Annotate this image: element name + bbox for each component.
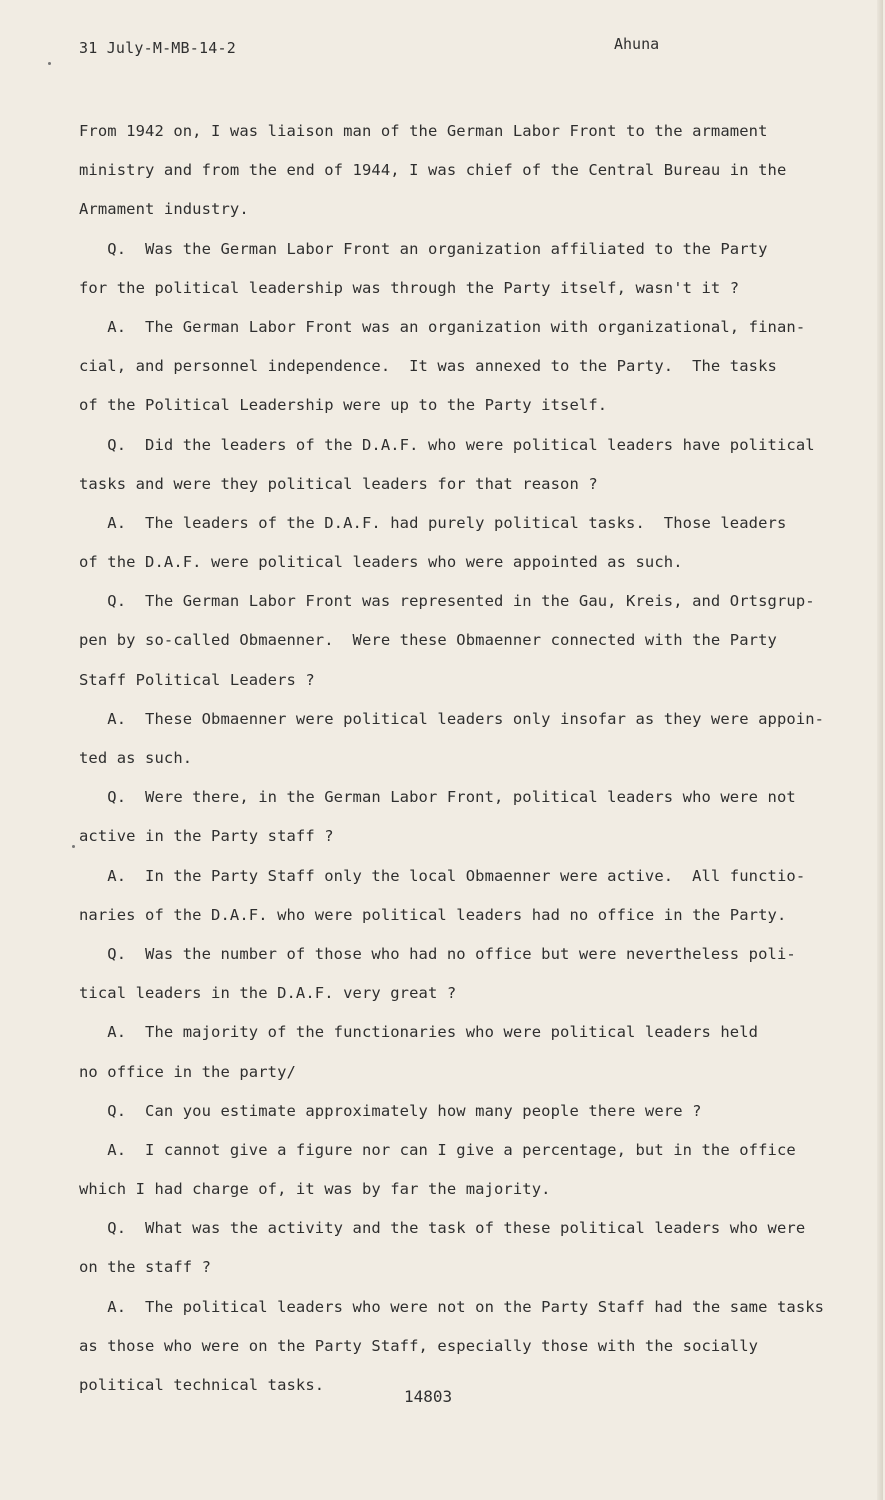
page-edge: [877, 0, 883, 1500]
speaker-name: Ahuna: [614, 35, 660, 53]
answer-line: A. I cannot give a figure nor can I give a percentage, but in the office: [79, 1140, 796, 1159]
text-line: tasks and were they political leaders for that reason ?: [79, 474, 598, 493]
text-line: active in the Party staff ?: [79, 827, 334, 846]
text-line: Armament industry.: [79, 200, 249, 219]
document-reference: 31 July-M-MB-14-2: [79, 39, 236, 57]
answer-line: A. The leaders of the D.A.F. had purely political tasks. Those leaders: [79, 513, 787, 532]
transcript-body: [79, 112, 839, 1405]
text-line: on the staff ?: [79, 1258, 212, 1277]
question-line: Q. Was the German Labor Front an organization affiliated to the Party: [79, 239, 768, 258]
question-line: Q. Did the leaders of the D.A.F. who were political leaders have political: [79, 435, 815, 454]
text-line: ministry and from the end of 1944, I was chief of the Central Bureau in the: [79, 161, 787, 180]
question-line: Q. Was the number of those who had no office but were nevertheless poli-: [79, 944, 796, 963]
text-line: of the D.A.F. were political leaders who were appointed as such.: [79, 553, 683, 572]
text-line: tical leaders in the D.A.F. very great ?: [79, 984, 457, 1003]
text-line: ted as such.: [79, 749, 193, 767]
answer-line: A. The German Labor Front was an organization with organizational, finan-: [79, 317, 806, 336]
answer-line: A. These Obmaenner were political leaders only insofar as they were appoin-: [79, 709, 825, 728]
text-line: for the political leadership was through the Party itself, wasn't it ?: [79, 278, 740, 297]
text-line: cial, and personnel independence. It was annexed to the Party. The tasks: [79, 357, 777, 376]
text-line: which I had charge of, it was by far the majority.: [79, 1180, 551, 1199]
page-number: 14803: [404, 1387, 453, 1406]
text-line: political technical tasks.: [79, 1376, 325, 1394]
text-line: no office in the party/: [79, 1062, 296, 1081]
question-line: Q. Were there, in the German Labor Front, political leaders who were not: [79, 788, 796, 807]
text-line: Staff Political Leaders ?: [79, 670, 315, 689]
question-line: Q. Can you estimate approximately how many people there were ?: [79, 1101, 702, 1120]
punch-hole-mark: [48, 62, 51, 65]
text-line: of the Political Leadership were up to the Party itself.: [79, 396, 608, 415]
text-line: naries of the D.A.F. who were political leaders had no office in the Party.: [79, 905, 787, 924]
answer-line: A. In the Party Staff only the local Obmaenner were active. All functio-: [79, 866, 806, 885]
text-line: From 1942 on, I was liaison man of the German Labor Front to the armament: [79, 122, 768, 140]
answer-line: A. The majority of the functionaries who were political leaders held: [79, 1023, 759, 1042]
text-line: pen by so-called Obmaenner. Were these Obmaenner connected with the Party: [79, 631, 777, 650]
text-line: as those who were on the Party Staff, especially those with the socially: [79, 1336, 759, 1355]
question-line: Q. What was the activity and the task of these political leaders who were: [79, 1219, 806, 1238]
punch-hole-mark: [72, 845, 75, 848]
answer-line: A. The political leaders who were not on the Party Staff had the same tasks: [79, 1297, 825, 1316]
question-line: Q. The German Labor Front was represented in the Gau, Kreis, and Ortsgrup-: [79, 592, 815, 611]
